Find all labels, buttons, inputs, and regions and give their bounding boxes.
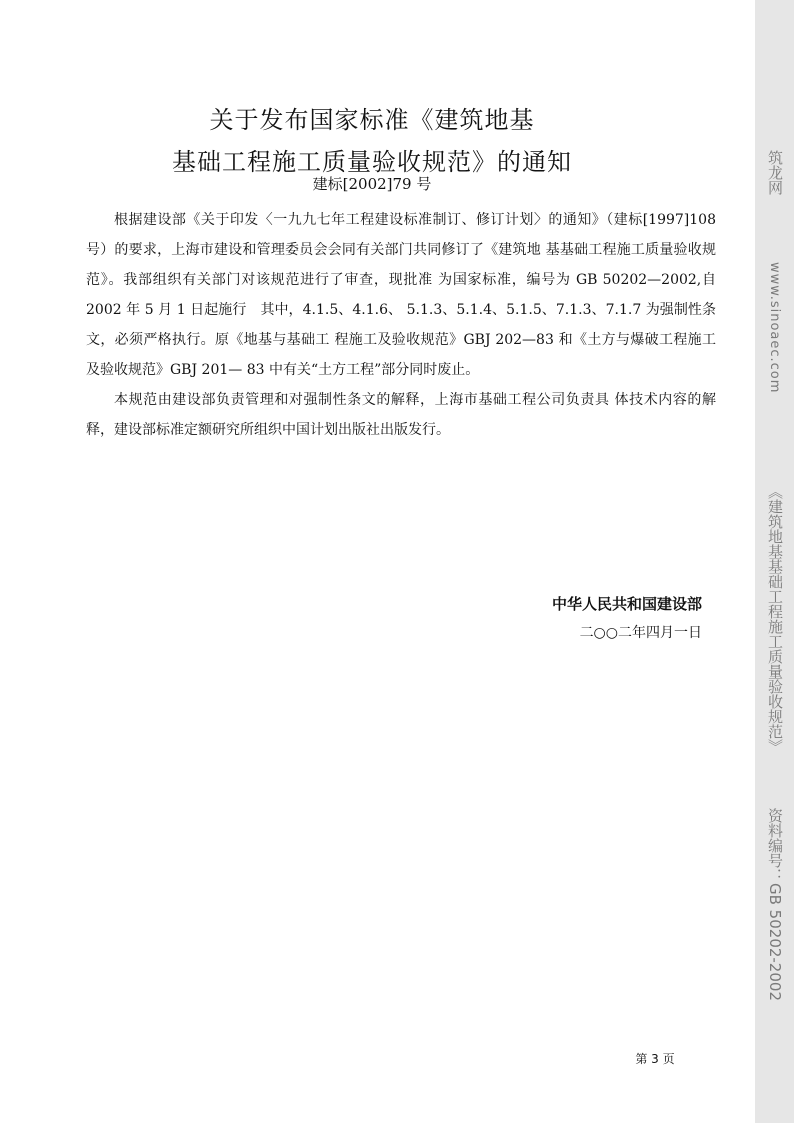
paragraph-2: 本规范由建设部负责管理和对强制性条文的解释，上海市基础工程公司负责具 体技术内容的解释，建设部标准定额研究所组织中国计划出版社出版发行。 — [86, 392, 716, 438]
title-line-1: 关于发布国家标准《建筑地基 — [209, 106, 535, 134]
page-number: 第 3 页 — [635, 1052, 675, 1066]
side-watermark-bar — [755, 0, 794, 1123]
title-line-2: 基础工程施工质量验收规范》的通知 — [172, 148, 572, 176]
sidebar-doc-title: 《建筑地基基础工程施工质量验收规范》 — [766, 484, 784, 754]
sidebar-doc-code: 资料编号：GB 50202-2002 — [766, 808, 784, 1001]
document-number: 建标[2002]79 号 — [312, 175, 432, 193]
issuer-signature: 中华人民共和国建设部 — [551, 595, 702, 613]
paragraph-1: 根据建设部《关于印发〈一九九七年工程建设标准制订、修订计划〉的通知》（建标[1997]108 号）的要求，上海市建设和管理委员会会同有关部门共同修订了《建筑地 基基础工程施工质量验收规范》。我部组织有关部门对该规范进行了审查，现批准 为国家标准，编号为 GB 50202—2002,自 2002 年 5 月 1 日起施行 其中，4.1.5、4.1.6、 5.1.3、5.1.4、5.1.5、7.1.3、7.1.7 为强制性条文，必须严格执行。原《地基与基础工 程施工及验收规范》GBJ 202—83 和《土方与爆破工程施工及验收规范》GBJ 201— 83 中有关“土方工程”部分同时废止。 — [86, 212, 716, 378]
issue-date: 二○○二年四月一日 — [579, 625, 702, 641]
site-name: 筑龙网 — [766, 150, 784, 195]
site-url: www.sinoaec.com — [767, 262, 782, 394]
body-text — [86, 205, 716, 445]
